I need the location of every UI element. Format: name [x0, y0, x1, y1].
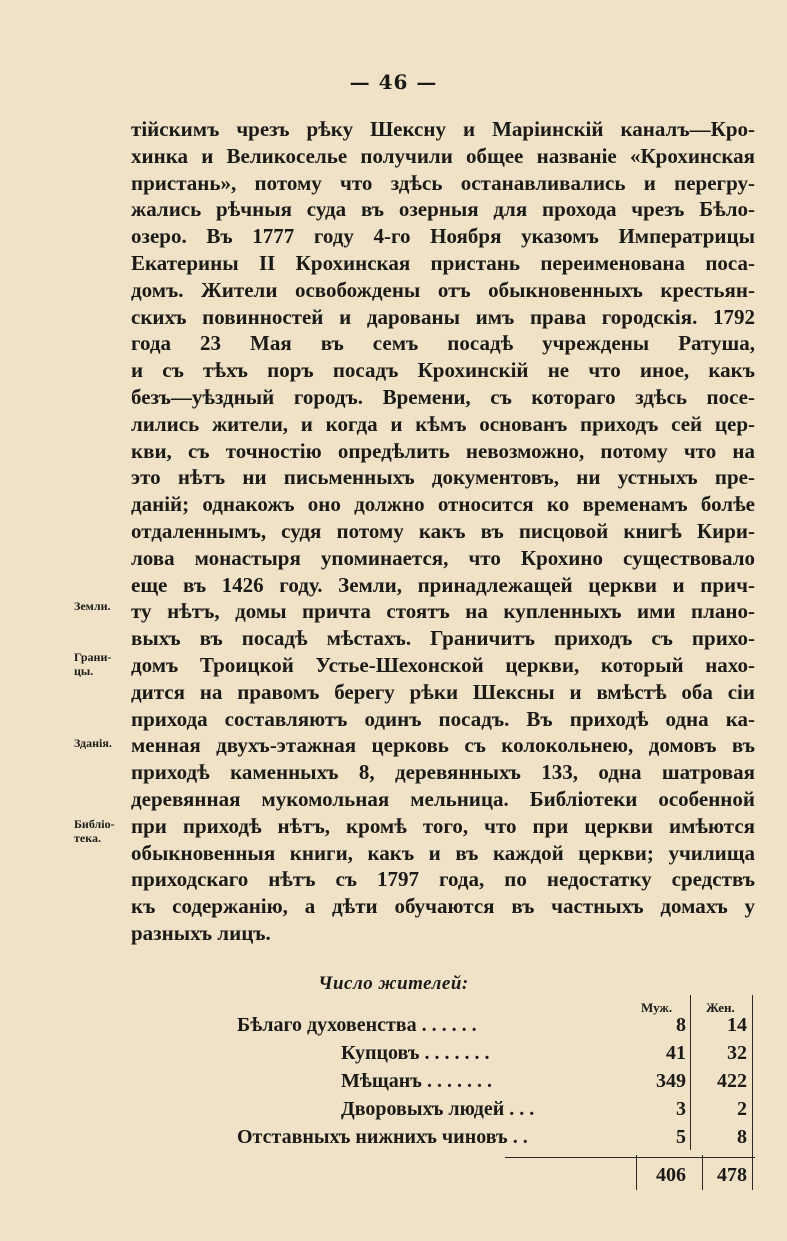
- sum-rule: [505, 1157, 755, 1158]
- text-line: и съ тѣхъ поръ посадъ Крохинскій не что иное, какъ: [131, 358, 755, 383]
- text-line: ту нѣтъ, домы причта стоятъ на купленныхъ ими плано-: [131, 599, 755, 624]
- text-line: деревянная мукомольная мельница. Библіотеки особенной: [131, 786, 755, 811]
- margin-note-borders: Грани- цы.: [74, 650, 112, 678]
- margin-note-lands: Земли.: [74, 599, 111, 613]
- table-total-male: 406: [656, 1164, 686, 1186]
- text-line: домъ Троицкой Устье-Шехонской церкви, который нахо-: [131, 652, 755, 677]
- text-line: лова монастыря упоминается, что Крохино существовало: [131, 545, 755, 570]
- column-header-male: Муж.: [641, 1000, 673, 1015]
- text-line: лились жители, и когда и кѣмъ основанъ приходъ сей цер-: [131, 411, 755, 436]
- text-line: года 23 Мая въ семъ посадѣ учреждены Ратуша,: [131, 331, 755, 356]
- margin-note-buildings: Зданія.: [74, 736, 112, 750]
- table-cell-male: 349: [656, 1070, 686, 1092]
- table-total-female: 478: [717, 1164, 747, 1186]
- text-line: кви, съ точностію опредѣлить невозможно, потому что на: [131, 438, 755, 463]
- text-line: дится на правомъ берегу рѣки Шексны и вмѣстѣ оба сіи: [131, 679, 755, 704]
- text-line: при приходѣ нѣтъ, кромѣ того, что при церкви имѣются: [131, 813, 755, 838]
- column-divider: [752, 995, 753, 1190]
- table-row-label: Дворовыхъ людей . . .: [341, 1098, 535, 1120]
- table-cell-female: 32: [727, 1042, 747, 1064]
- text-line: тійскимъ чрезъ рѣку Шексну и Маріинскій каналъ—Кро-: [131, 117, 755, 141]
- table-row-label: Отставныхъ нижнихъ чиновъ . .: [237, 1126, 528, 1148]
- text-line: хинка и Великоселье получили общее названіе «Крохинская: [131, 143, 755, 168]
- text-line: къ содержанію, а дѣти обучаются въ частныхъ домахъ у: [131, 894, 755, 919]
- table-cell-female: 8: [737, 1126, 747, 1148]
- text-line: обыкновенныя книги, какъ и въ каждой церкви; училища: [131, 840, 755, 865]
- body-text: [131, 116, 755, 947]
- table-cell-male: 5: [676, 1126, 686, 1148]
- text-line: домъ. Жители освобождены отъ обыкновенныхъ крестьян-: [131, 277, 755, 302]
- table-row-label: Купцовъ . . . . . . .: [341, 1042, 490, 1064]
- table-cell-female: 422: [717, 1070, 747, 1092]
- text-line: озеро. Въ 1777 году 4-го Ноября указомъ Императрицы: [131, 224, 755, 249]
- text-line: пристань», потому что здѣсь останавливались и перегру-: [131, 170, 755, 195]
- text-line: жались рѣчныя суда въ озерныя для прохода чрезъ Бѣло-: [131, 197, 755, 222]
- text-line: прихода составляютъ одинъ посадъ. Въ приходѣ одна ка-: [131, 706, 755, 731]
- text-line: приходскаго нѣтъ съ 1797 года, по недостатку средствъ: [131, 867, 755, 892]
- column-header-female: Жен.: [706, 1000, 735, 1015]
- margin-note-library: Библіо- тека.: [74, 817, 115, 845]
- text-line: выхъ въ посадѣ мѣстахъ. Граничитъ приходъ съ прихо-: [131, 626, 755, 651]
- text-line: безъ—уѣздный городъ. Времени, съ котораго здѣсь посе-: [131, 384, 755, 409]
- table-cell-female: 14: [727, 1014, 747, 1036]
- text-line: менная двухъ-этажная церковь съ колокольнею, домовъ въ: [131, 733, 755, 758]
- table-cell-female: 2: [737, 1098, 747, 1120]
- text-line: приходѣ каменныхъ 8, деревянныхъ 133, одна шатровая: [131, 760, 755, 785]
- text-line: это нѣтъ ни письменныхъ документовъ, ни устныхъ пре-: [131, 465, 755, 490]
- text-line: скихъ повинностей и дарованы имъ права городскія. 1792: [131, 304, 755, 329]
- text-line: еще въ 1426 году. Земли, принадлежащей церкви и прич-: [131, 572, 755, 597]
- table-cell-male: 41: [666, 1042, 686, 1064]
- page-number: — 46 —: [349, 70, 438, 94]
- table-title: Число жителей:: [318, 973, 469, 994]
- table-row-label: Мѣщанъ . . . . . . .: [341, 1070, 492, 1092]
- text-line: Екатерины II Крохинская пристань переименована поса-: [131, 250, 755, 275]
- table-row-label: Бѣлаго духовенства . . . . . .: [237, 1014, 477, 1036]
- table-cell-male: 8: [676, 1014, 686, 1036]
- column-divider: [690, 995, 691, 1150]
- text-line: разныхъ лицъ.: [131, 920, 271, 945]
- table-cell-male: 3: [676, 1098, 686, 1120]
- text-line: даній; однакожъ оно должно относится ко временамъ болѣе: [131, 492, 755, 517]
- text-line: отдаленнымъ, судя потому какъ въ писцовой книгѣ Кири-: [131, 518, 755, 543]
